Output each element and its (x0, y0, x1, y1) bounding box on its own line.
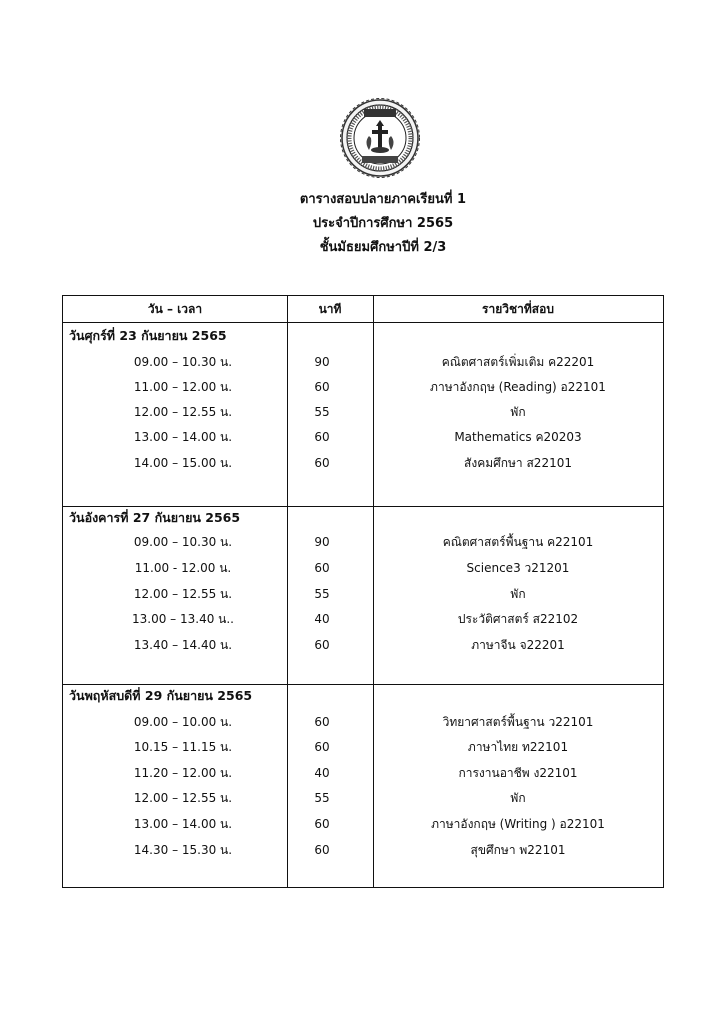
subject-cell: พัก (510, 791, 526, 805)
day-label-tuesday: วันอังคารที่ 27 กันยายน 2565 (69, 510, 241, 525)
table-row (63, 609, 662, 629)
minutes-cell: 60 (314, 843, 330, 857)
time-cell: 10.15 – 11.15 น. (133, 740, 233, 754)
minutes-cell: 40 (314, 612, 330, 626)
exam-schedule-table (62, 295, 664, 888)
subject-cell: Science3 ว21201 (466, 561, 570, 575)
subject-cell: ภาษาไทย ท22101 (467, 740, 569, 754)
minutes-cell: 40 (314, 766, 330, 780)
minutes-cell: 55 (314, 791, 330, 805)
day-divider (63, 506, 663, 507)
day-label-friday: วันศุกร์ที่ 23 กันยายน 2565 (69, 328, 227, 343)
table-row (63, 788, 662, 808)
minutes-cell: 90 (314, 535, 330, 549)
day-label-thursday: วันพฤหัสบดีที่ 29 กันยายน 2565 (69, 688, 253, 703)
time-cell: 12.00 – 12.55 น. (133, 791, 233, 805)
academic-year: ประจำปีการศึกษา 2565 (312, 216, 454, 231)
table-row (63, 532, 662, 552)
table-row (63, 840, 662, 860)
time-cell: 09.00 – 10.00 น. (133, 715, 233, 729)
table-row (63, 352, 662, 372)
minutes-cell: 60 (314, 380, 330, 394)
time-cell: 11.00 – 12.00 น. (133, 380, 233, 394)
subject-cell: คณิตศาสตร์เพิ่มเติม ค22201 (441, 355, 595, 369)
time-cell: 12.00 – 12.55 น. (133, 587, 233, 601)
minutes-cell: 55 (314, 405, 330, 419)
subject-cell: Mathematics ค20203 (454, 430, 582, 444)
table-row (63, 402, 662, 422)
subject-cell: พัก (510, 405, 526, 419)
page-title: ตารางสอบปลายภาคเรียนที่ 1 (299, 192, 467, 207)
minutes-cell: 60 (314, 715, 330, 729)
minutes-cell: 60 (314, 561, 330, 575)
school-seal-logo (338, 96, 422, 180)
seal-top-banner (364, 109, 396, 117)
class-level: ชั้นมัธยมศึกษาปีที่ 2/3 (319, 240, 447, 255)
subject-cell: ภาษาอังกฤษ (Writing ) อ22101 (431, 817, 605, 831)
table-row (63, 584, 662, 604)
time-cell: 14.30 – 15.30 น. (133, 843, 233, 857)
minutes-cell: 60 (314, 430, 330, 444)
table-row (63, 763, 662, 783)
minutes-cell: 60 (314, 740, 330, 754)
subject-cell: คณิตศาสตร์พื้นฐาน ค22101 (442, 535, 594, 549)
time-cell: 12.00 – 12.55 น. (133, 405, 233, 419)
header-time: วัน – เวลา (147, 302, 203, 316)
subject-cell: สังคมศึกษา ส22101 (464, 456, 572, 470)
seal-bottom-banner (362, 156, 398, 163)
table-row (63, 737, 662, 757)
time-cell: 14.00 – 15.00 น. (133, 456, 233, 470)
subject-cell: วิทยาศาสตร์พื้นฐาน ว22101 (442, 715, 594, 729)
table-row (63, 712, 662, 732)
header-subject: รายวิชาที่สอบ (482, 302, 554, 316)
title-block (0, 188, 724, 260)
table-row (63, 427, 662, 447)
subject-cell: ภาษาอังกฤษ (Reading) อ22101 (430, 380, 606, 394)
subject-cell: สุขศึกษา พ22101 (470, 843, 566, 857)
subject-cell: ภาษาจีน จ22201 (471, 638, 565, 652)
minutes-cell: 90 (314, 355, 330, 369)
table-row (63, 377, 662, 397)
table-row (63, 453, 662, 473)
table-row (63, 558, 662, 578)
subject-cell: พัก (510, 587, 526, 601)
time-cell: 11.00 - 12.00 น. (134, 561, 232, 575)
minutes-cell: 55 (314, 587, 330, 601)
header-minutes: นาที (318, 302, 342, 316)
minutes-cell: 60 (314, 638, 330, 652)
time-cell: 09.00 – 10.30 น. (133, 535, 233, 549)
time-cell: 13.00 – 14.00 น. (133, 817, 233, 831)
time-cell: 09.00 – 10.30 น. (133, 355, 233, 369)
time-cell: 11.20 – 12.00 น. (133, 766, 233, 780)
day-divider (63, 684, 663, 685)
table-row (63, 814, 662, 834)
table-row (63, 635, 662, 655)
minutes-cell: 60 (314, 817, 330, 831)
minutes-cell: 60 (314, 456, 330, 470)
time-cell: 13.00 – 14.00 น. (133, 430, 233, 444)
subject-cell: ประวัติศาสตร์ ส22102 (457, 612, 579, 626)
time-cell: 13.40 – 14.40 น. (133, 638, 233, 652)
subject-cell: การงานอาชีพ ง22101 (458, 766, 578, 780)
time-cell: 13.00 – 13.40 น.. (132, 612, 234, 626)
header-divider (63, 322, 663, 323)
